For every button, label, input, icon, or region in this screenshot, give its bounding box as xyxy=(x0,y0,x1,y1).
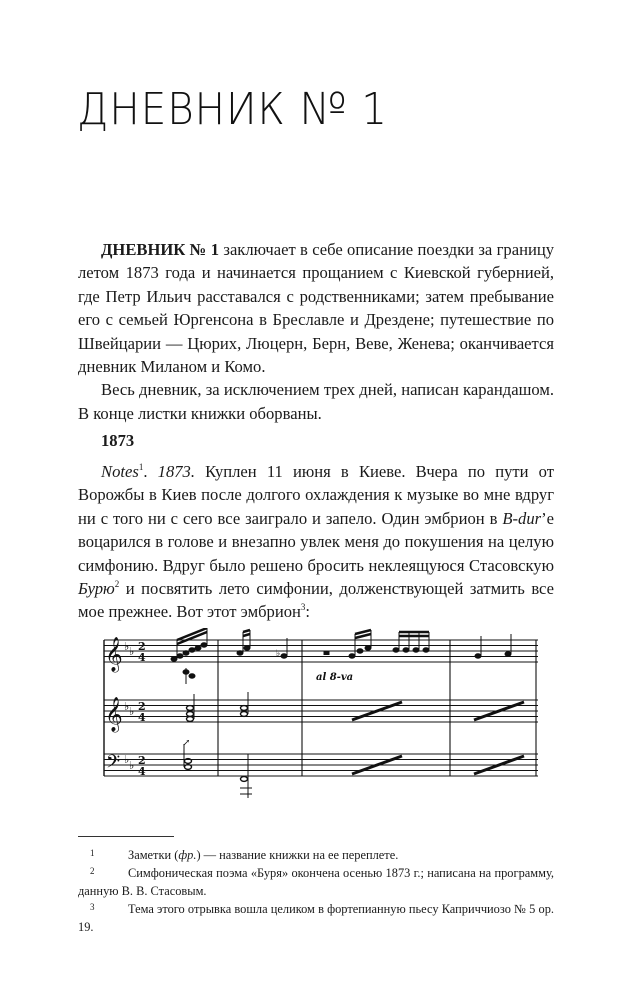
notes-text-3: и посвятить лето симфонии, долженствующей затмить все мое прежнее. Вот этот эмбрион xyxy=(78,579,554,622)
footnote-3-number: 3 xyxy=(90,902,95,912)
notes-year: 1873. xyxy=(157,462,195,481)
measure-4-notes xyxy=(474,634,524,774)
footnote-separator xyxy=(78,836,174,837)
time-sig-den-3: 4 xyxy=(138,765,146,778)
svg-text:♭: ♭ xyxy=(129,645,135,658)
time-sig-num-3: 2 xyxy=(138,754,146,767)
staff-1 xyxy=(104,640,538,662)
intro-section xyxy=(78,238,554,425)
svg-text:♭: ♭ xyxy=(129,759,135,772)
footnote-1-after: ) — название книжки на ее переплете. xyxy=(196,848,399,862)
ottava-marking: al 8-va xyxy=(316,672,354,683)
measure-2-notes xyxy=(237,630,287,798)
footnote-2-text: Симфоническая поэма «Буря» окончена осенью 1873 г.; написана на программу, данную В. В. Стасовым. xyxy=(78,866,554,898)
footnote-ref-2: 2 xyxy=(114,579,120,590)
intro-paragraph-2: Весь дневник, за исключением трех дней, написан карандашом. В конце листки книжки оборваны. xyxy=(78,380,554,423)
measure-1-notes xyxy=(171,628,207,769)
footnote-1 xyxy=(78,846,554,864)
notes-paragraph xyxy=(78,460,554,624)
music-score xyxy=(90,628,542,806)
intro-paragraph-1-text: заключает в себе описание поездки за границу летом 1873 года и начинается прощанием с Киевской губернией, где Петр Ильич расставался с родственниками; затем пребывание его с семьей Юргенсона в Бреславле и Дрездене; путешествие по Швейцарии — Цюрих, Люцерн, Берн, Веве, Женева; оканчивается дневник Миланом и Комо. xyxy=(78,240,555,377)
key-name: B-dur xyxy=(502,508,542,528)
svg-text:♭: ♭ xyxy=(124,700,130,713)
svg-text:♭: ♭ xyxy=(129,705,135,718)
svg-text:♭: ♭ xyxy=(124,753,130,766)
footnote-2-number: 2 xyxy=(90,866,95,876)
footnote-1-before: Заметки ( xyxy=(128,848,179,862)
svg-text:♭: ♭ xyxy=(276,648,281,658)
footnote-ref-1: 1 xyxy=(138,462,144,472)
burya-title: Бурю xyxy=(78,579,115,599)
bass-clef: 𝄢 xyxy=(106,752,121,777)
treble-clef-2: 𝄞 xyxy=(105,697,123,732)
flat-1: ♭ xyxy=(124,640,130,653)
notes-entry xyxy=(78,460,554,624)
notes-text-4: : xyxy=(305,602,311,622)
chapter-title: ДНЕВНИК № 1 xyxy=(77,84,388,135)
notes-text-2: ’е воцарился в голове и внезапно увлек меня до покушения на целую симфонию. Вдруг было решено бросить неклеящуюся Стасовскую xyxy=(78,508,554,575)
year-heading: 1873 xyxy=(101,431,135,450)
time-sig-num-2: 2 xyxy=(138,700,146,713)
notes-word: Notes xyxy=(101,462,139,481)
footnote-2 xyxy=(78,864,554,900)
footnote-1-italic: фр. xyxy=(178,848,197,862)
time-sig-den-1: 4 xyxy=(138,651,146,664)
period: . xyxy=(143,462,158,481)
treble-clef-1: 𝄞 xyxy=(105,637,123,672)
svg-text:↗: ↗ xyxy=(182,738,191,749)
footnote-3 xyxy=(78,900,554,936)
measure-3-notes xyxy=(324,630,429,774)
footnotes xyxy=(78,846,554,936)
notes-text-1: Куплен 11 июня в Киеве. Вчера по пути от Ворожбы в Киев после долгого охлаждения к музыке во мне вдруг ни с того ни с сего все заиграло и запело. Один эмбрион в xyxy=(78,462,555,528)
intro-paragraph-1 xyxy=(78,238,554,378)
staff-2 xyxy=(104,700,538,722)
staff-3 xyxy=(104,754,538,776)
footnote-3-text: Тема этого отрывка вошла целиком в фортепианную пьесу Каприччиозо № 5 ор. 19. xyxy=(78,902,554,934)
time-sig-num-1: 2 xyxy=(138,640,146,653)
footnote-ref-3: 3 xyxy=(300,602,306,613)
footnote-1-number: 1 xyxy=(90,848,95,858)
bar-lines xyxy=(218,640,536,776)
time-sig-den-2: 4 xyxy=(138,711,146,724)
intro-lead-bold: ДНЕВНИК № 1 xyxy=(101,240,220,259)
